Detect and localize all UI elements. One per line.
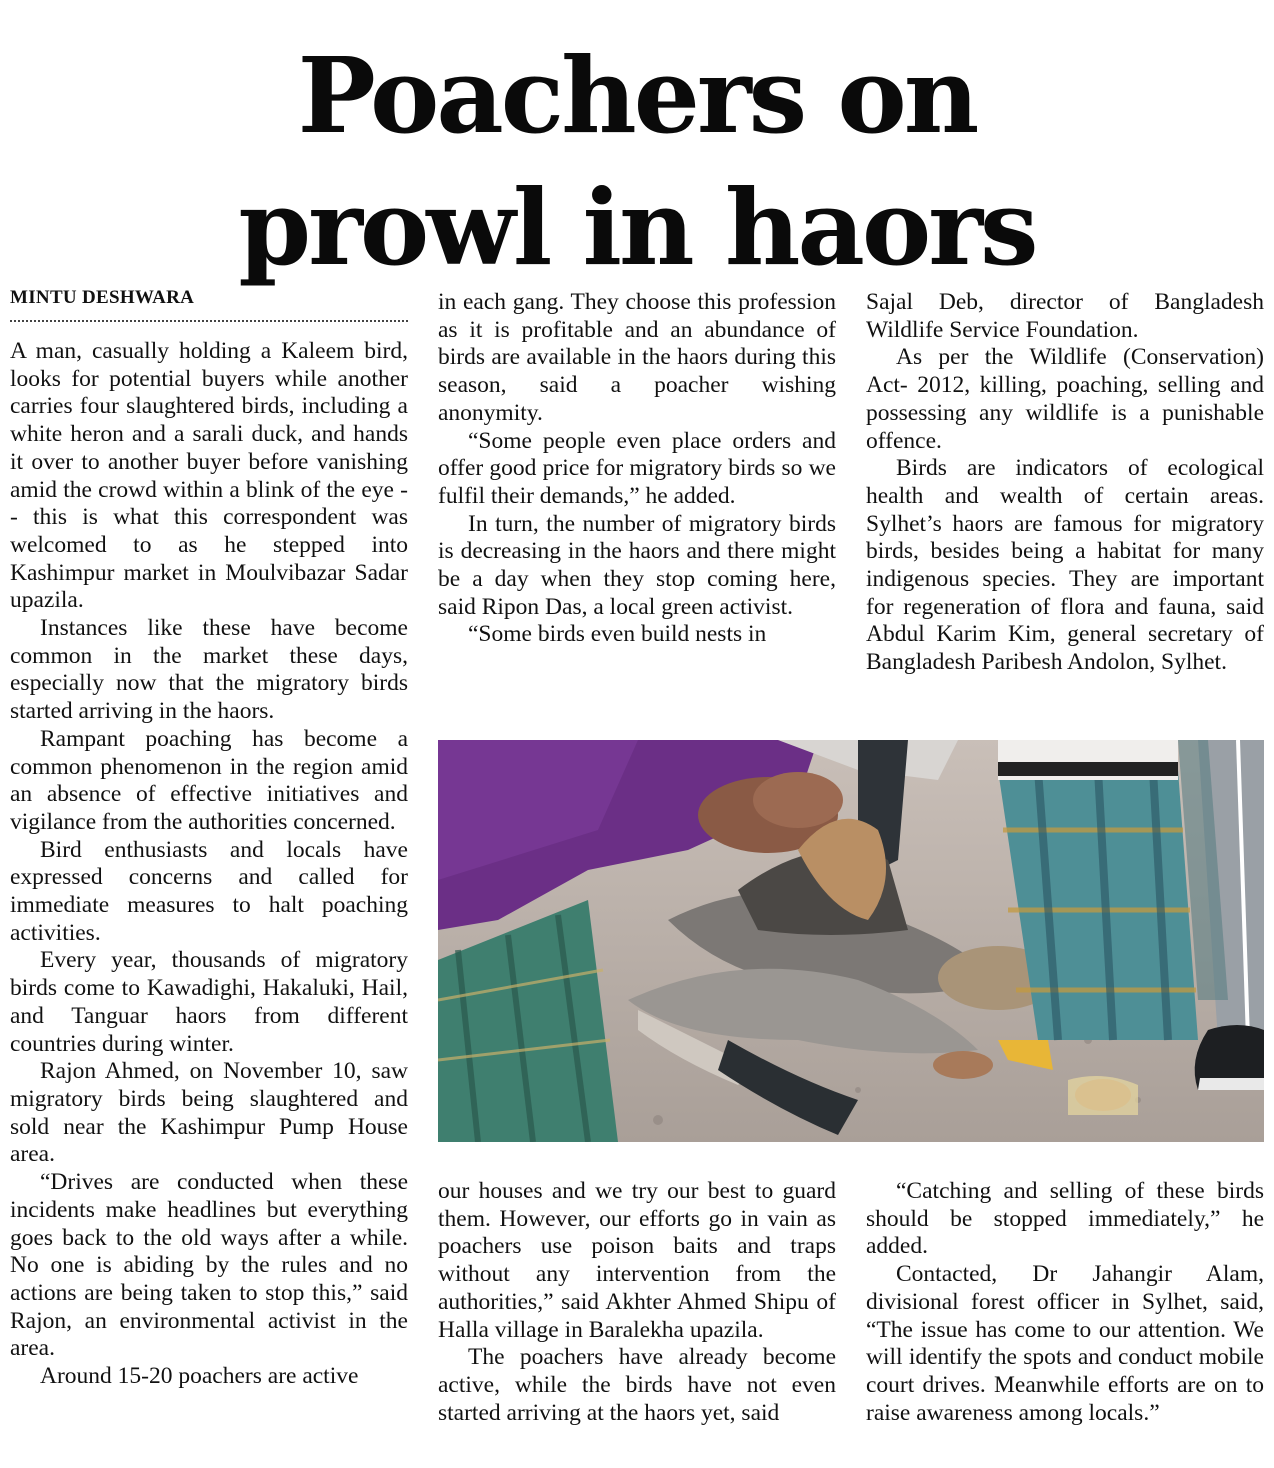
paragraph: As per the Wildlife (Conservation) Act- 2012, killing, poaching, selling and possessing any wildlife is a punishable offence. bbox=[866, 344, 1264, 454]
paragraph: Every year, thousands of migratory birds come to Kawadighi, Hakaluki, Hail, and Tanguar haors from different countries during winter. bbox=[10, 947, 408, 1057]
headline-line-1: Poachers on bbox=[297, 34, 977, 157]
paragraph: Bird enthusiasts and locals have expressed concerns and called for immediate measures to halt poaching activities. bbox=[10, 836, 408, 946]
paragraph: “Some people even place orders and offer good price for migratory birds so we fulfil their demands,” he added. bbox=[438, 427, 836, 509]
column-1 bbox=[10, 338, 408, 1391]
byline: MINTU DESHWARA bbox=[10, 287, 195, 308]
paragraph: Instances like these have become common in the market these days, especially now that the migratory birds started arriving in the haors. bbox=[10, 615, 408, 725]
paragraph: in each gang. They choose this profession as it is profitable and an abundance of birds are available in the haors during this season, said a poacher wishing anonymity. bbox=[438, 289, 836, 426]
column-3-top bbox=[866, 289, 1264, 677]
paragraph: “Some birds even build nests in bbox=[468, 621, 767, 648]
paragraph: Rampant poaching has become a common phenomenon in the region amid an absence of effective initiatives and vigilance from the authorities concerned. bbox=[10, 725, 408, 835]
paragraph: our houses and we try our best to guard them. However, our efforts go in vain as poachers use poison baits and traps without any intervention from the authorities,” said Akhter Ahmed Shipu of Halla village in Baralekha upazila. bbox=[438, 1178, 836, 1343]
article-photo bbox=[438, 740, 1264, 1142]
paragraph: Contacted, Dr Jahangir Alam, divisional forest officer in Sylhet, said, “The issue has come to our attention. We will identify the spots and conduct mobile court drives. Meanwhile efforts are on to raise awareness among locals.” bbox=[866, 1261, 1264, 1426]
paragraph: Around 15-20 poachers are active bbox=[40, 1363, 359, 1390]
paragraph: The poachers have already become active, while the birds have not even started arriving at the haors yet, said bbox=[438, 1344, 836, 1426]
headline-line-2: prowl in haors bbox=[238, 166, 1036, 289]
byline-divider bbox=[10, 320, 408, 322]
paragraph: A man, casually holding a Kaleem bird, looks for potential buyers while another carries four slaughtered birds, including a white heron and a sarali duck, and hands it over to another buyer before vanishing amid the crowd within a blink of the eye -- this is what this correspondent was welcomed to as he stepped into Kashimpur market in Moulvibazar Sadar upazila. bbox=[10, 338, 408, 614]
paragraph: Rajon Ahmed, on November 10, saw migratory birds being slaughtered and sold near the Kashimpur Pump House area. bbox=[10, 1058, 408, 1168]
column-2-top bbox=[438, 289, 836, 649]
paragraph: In turn, the number of migratory birds is decreasing in the haors and there might be a day when they stop coming here, said Ripon Das, a local green activist. bbox=[438, 510, 836, 620]
paragraph: “Drives are conducted when these incidents make headlines but everything goes back to the old ways after a while. No one is abiding by the rules and no actions are being taken to stop this,” said Rajon, an environmental activist in the area. bbox=[10, 1169, 408, 1362]
paragraph: “Catching and selling of these birds should be stopped immediately,” he added. bbox=[866, 1178, 1264, 1260]
paragraph: Sajal Deb, director of Bangladesh Wildlife Service Foundation. bbox=[866, 289, 1264, 343]
column-3-bottom bbox=[866, 1178, 1264, 1427]
paragraph: Birds are indicators of ecological health and wealth of certain areas. Sylhet’s haors are famous for migratory birds, besides being a habitat for many indigenous species. They are important for regeneration of flora and fauna, said Abdul Karim Kim, general secretary of Bangladesh Paribesh Andolon, Sylhet. bbox=[866, 455, 1264, 676]
headline bbox=[0, 30, 1274, 294]
column-2-bottom bbox=[438, 1178, 836, 1427]
